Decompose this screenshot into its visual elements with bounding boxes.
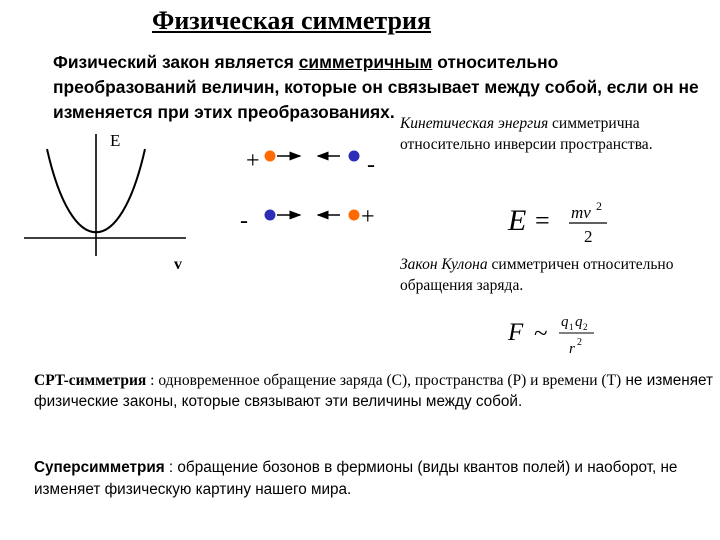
formula-q2-subscript: 2: [583, 322, 588, 332]
coulomb-formula: [505, 310, 605, 362]
graph-x-label: v: [174, 256, 182, 273]
intro-text-before: Физический закон является: [53, 52, 299, 72]
energy-graph: [14, 128, 204, 276]
positive-charge-icon: [349, 210, 360, 221]
coulomb-text: симметричен относительно обращения заряда.: [400, 256, 674, 294]
negative-charge-icon: [349, 151, 360, 162]
formula-numerator: mv: [571, 203, 591, 222]
coulomb-term: Закон Кулона: [400, 256, 488, 273]
formula-q2: q: [575, 314, 583, 330]
supersymmetry-paragraph: [34, 457, 704, 501]
formula-denominator: 2: [584, 227, 593, 246]
supersymmetry-term: Суперсимметрия: [34, 459, 165, 476]
kinetic-energy-term: Кинетическая энергия: [400, 115, 549, 132]
formula-e: E: [508, 204, 527, 237]
negative-charge-icon: [265, 210, 276, 221]
page-title: Физическая симметрия: [152, 6, 432, 35]
kinetic-energy-note: [400, 113, 700, 155]
kinetic-energy-text: симметрична относительно инверсии пространства.: [400, 115, 653, 153]
cpt-text: : одновременное обращение заряда (С), пространства (Р) и времени (Т): [146, 372, 622, 389]
charge-sign-row1-right: -: [367, 152, 375, 178]
kinetic-energy-formula: [505, 194, 615, 250]
formula-r: r: [569, 341, 575, 357]
cpt-text-continued: не изменяет физические законы, которые связывают эти величины между собой.: [34, 372, 714, 410]
cpt-paragraph: [34, 370, 714, 412]
graph-y-label: E: [110, 131, 121, 150]
intro-text-after: относительно преобразований величин, которые он связывает между собой, если он не изменяется при этих преобразованиях.: [53, 52, 699, 122]
charge-diagram: [230, 138, 400, 238]
charge-sign-row1-left: +: [246, 148, 260, 174]
formula-f: F: [508, 319, 524, 346]
formula-proportional: ~: [534, 320, 548, 347]
formula-equals: =: [535, 206, 550, 235]
supersymmetry-text: : обращение бозонов в фермионы (виды квантов полей) и наоборот, не изменяет физическую картину нашего мира.: [34, 459, 678, 498]
formula-r-power: 2: [577, 337, 582, 348]
formula-numerator-power: 2: [596, 199, 602, 213]
coulomb-note: [400, 254, 700, 296]
intro-emphasis: симметричным: [298, 52, 433, 72]
formula-q1: q: [561, 314, 569, 330]
positive-charge-icon: [265, 151, 276, 162]
charge-sign-row2-left: -: [240, 208, 248, 234]
formula-q1-subscript: 1: [569, 322, 574, 332]
charge-sign-row2-right: +: [361, 204, 375, 230]
cpt-term: CPT-симметрия: [34, 372, 147, 389]
